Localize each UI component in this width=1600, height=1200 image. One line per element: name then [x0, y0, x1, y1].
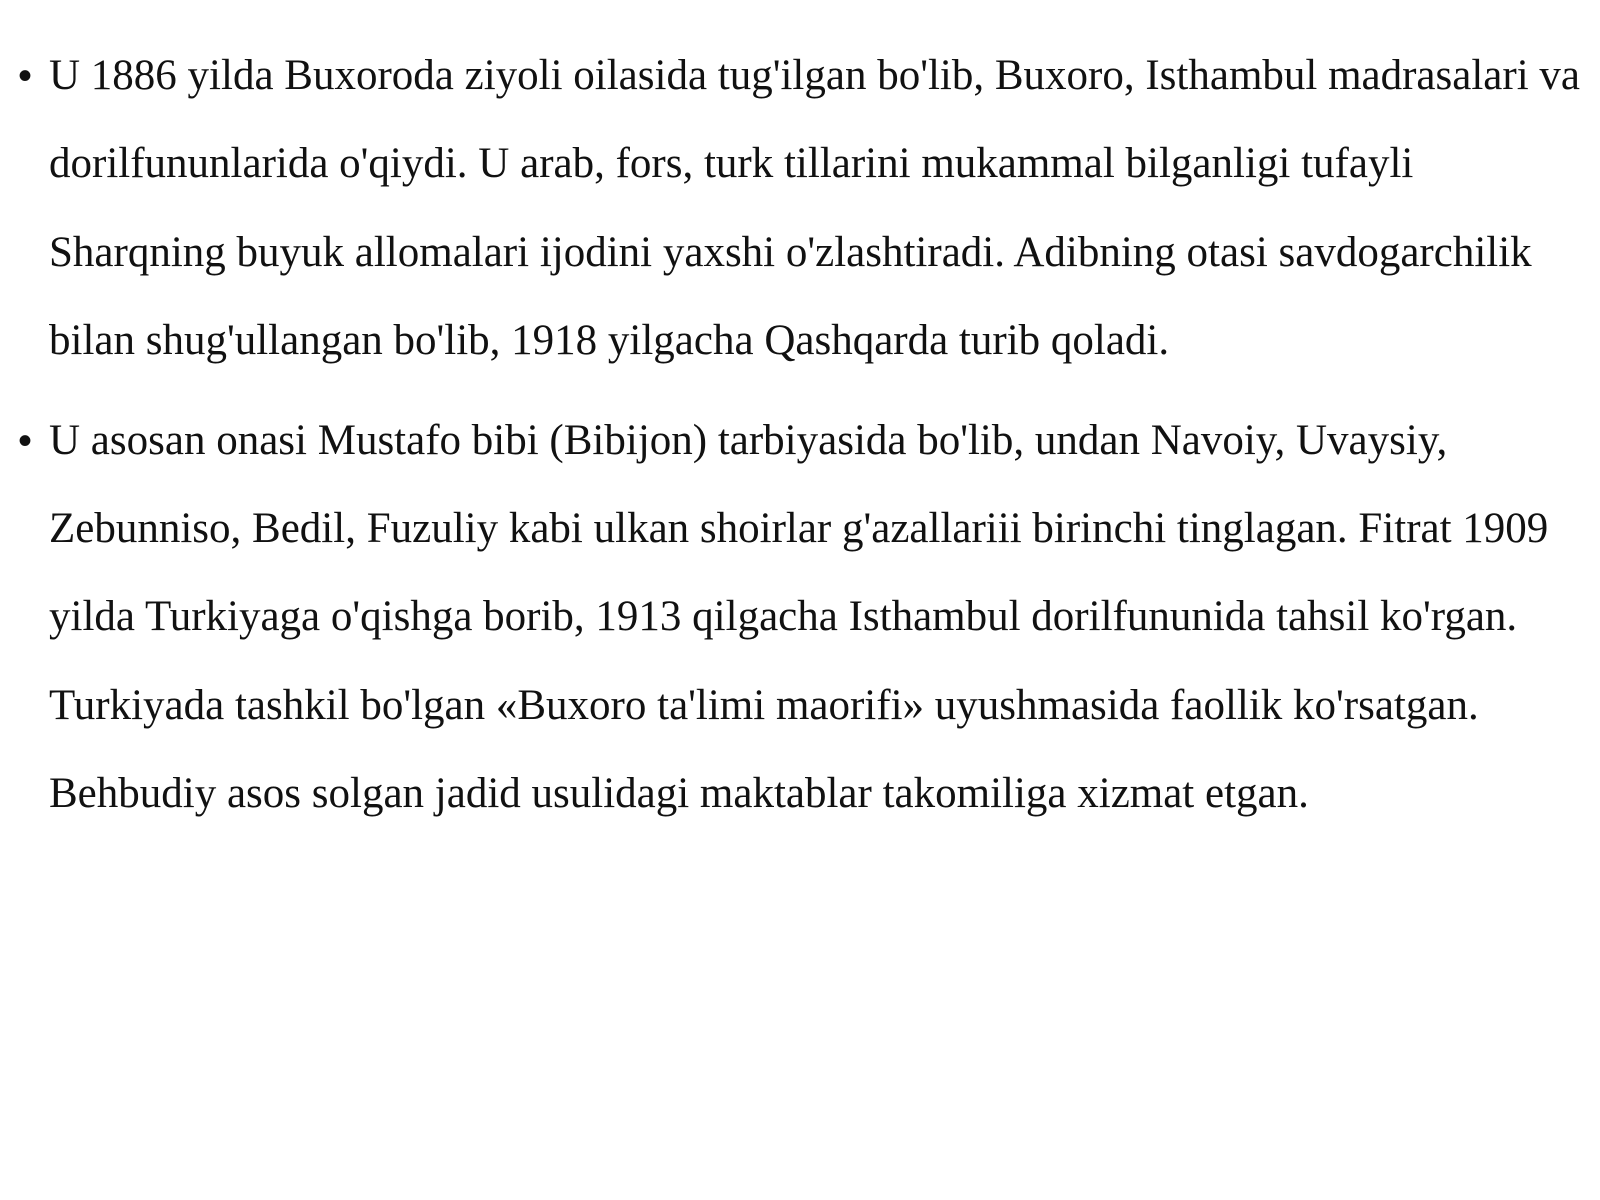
list-item: [18, 397, 1583, 839]
bullet-icon: •: [18, 54, 33, 98]
bullet-icon: •: [18, 418, 33, 463]
bullet-list: [18, 32, 1583, 839]
paragraph-text: U asosan onasi Mustafo bibi (Bibijon) tarbiyasida bo'lib, undan Navoiy, Uvaysiy, Zebunniso, Bedil, Fuzuliy kabi ulkan shoirlar g'azallariii birinchi tinglagan. Fitrat 1909 yilda Turkiyaga o'qishga borib, 1913 qilgacha Isthambul dorilfununida tahsil ko'rgan. Turkiyada tashkil bo'lgan «Buxoro ta'limi maorifi» uyushmasida faollik ko'rsatgan. Behbudiy asos solgan jadid usulidagi maktablar takomiliga xizmat etgan.: [49, 416, 1549, 818]
paragraph-text: U 1886 yilda Buxoroda ziyoli oilasida tug'ilgan bo'lib, Buxoro, Isthambul madrasalari va dorilfununlarida o'qiydi. U arab, fors, turk tillarini mukammal bilganligi tufayli Sharqning buyuk allomalari ijodini yaxshi o'zlashtiradi. Adibning otasi savdogarchilik bilan shug'ullangan bo'lib, 1918 yilgacha Qashqarda turib qoladi.: [49, 52, 1580, 365]
list-item: [18, 32, 1583, 386]
